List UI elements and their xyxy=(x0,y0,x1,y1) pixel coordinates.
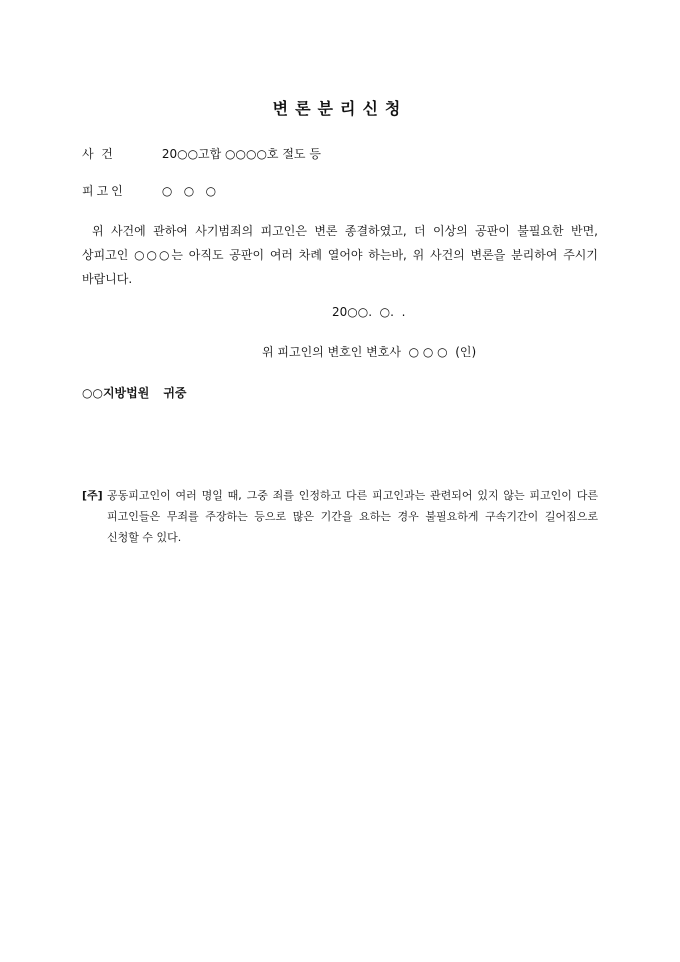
court-addressee xyxy=(82,384,187,401)
case-value: 20○○고합 ○○○○호 절도 등 xyxy=(161,147,321,161)
court-suffix: 귀중 xyxy=(163,386,187,400)
case-row xyxy=(82,145,321,162)
attorney-signature: 위 피고인의 변호인 변호사 ○ ○ ○ (인) xyxy=(262,345,477,359)
document-title: 변론분리신청 xyxy=(272,99,408,118)
defendant-label: 피고인 xyxy=(82,184,126,198)
footnote-text: 공동피고인이 여러 명일 때, 그중 죄를 인정하고 다른 피고인과는 관련되어 있지 않는 피고인이 다른 피고인들은 무죄를 주장하는 등으로 많은 기간을 요하는 경우 불필요하게 구속기간이 길어짐으로 신청할 수 있다. xyxy=(107,489,598,544)
filing-date: 20○○. ○. . xyxy=(332,305,406,319)
court-name: ○○지방법원 xyxy=(82,386,150,400)
footnote xyxy=(82,485,598,548)
footnote-marker: [주] xyxy=(82,489,103,502)
request-body: 위 사건에 관하여 사기범죄의 피고인은 변론 종결하였고, 더 이상의 공판이 불필요한 반면, 상피고인 ○○○는 아직도 공판이 여러 차례 열어야 하는바, 위 사건의 변론을 분리하여 주시기 바랍니다. xyxy=(82,224,598,286)
defendant-value: ○ ○ ○ xyxy=(161,184,217,198)
case-label: 사 건 xyxy=(82,147,113,161)
defendant-row xyxy=(82,182,216,199)
